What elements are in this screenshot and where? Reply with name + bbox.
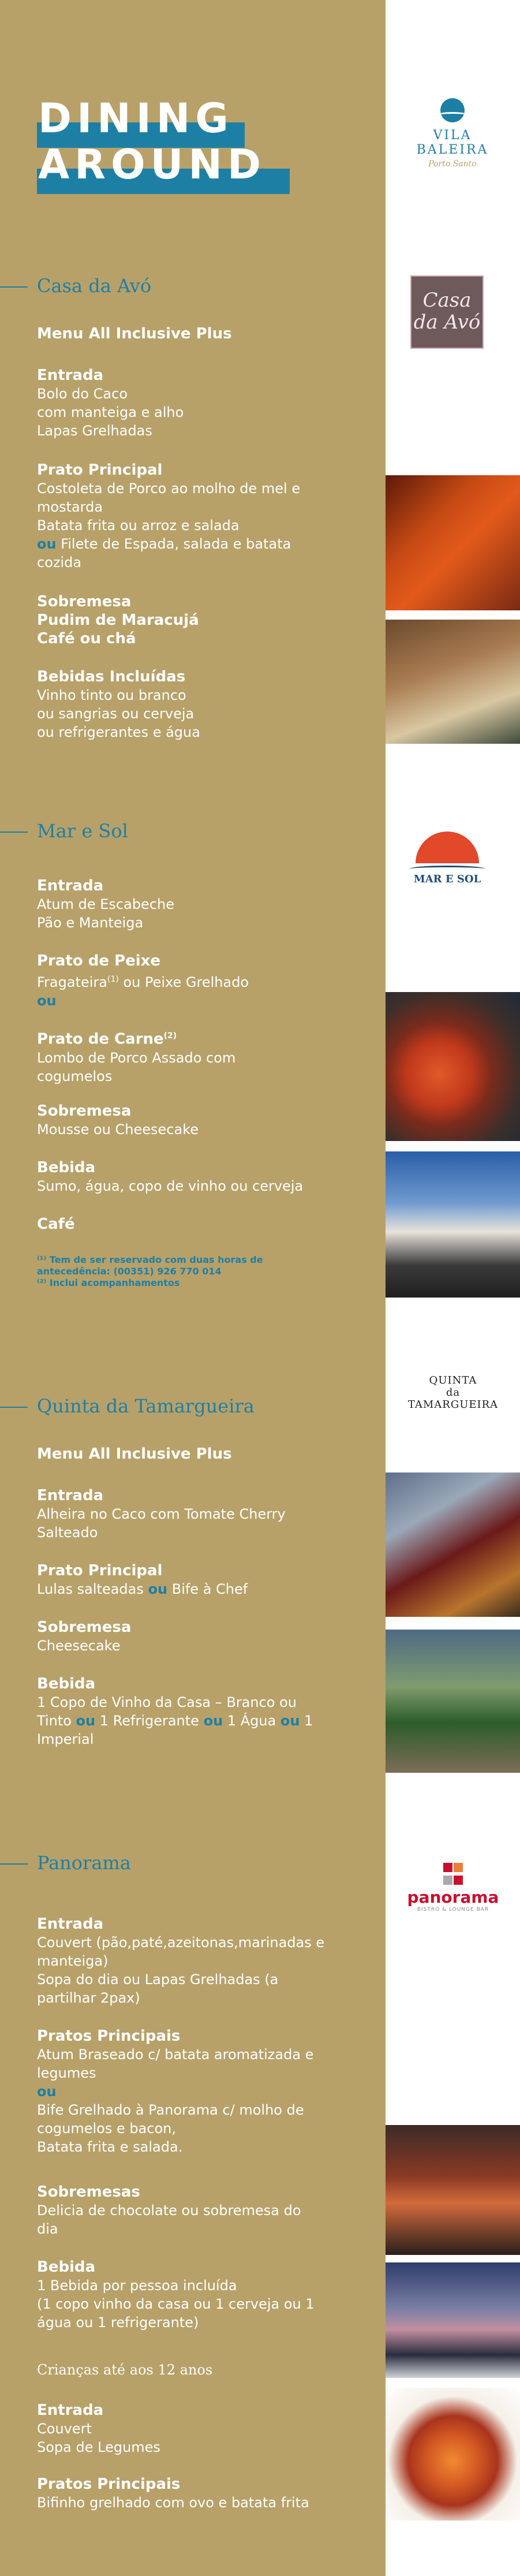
logo-subtitle: BISTRO & LOUNGE BAR [417,1907,489,1913]
quinta-menu-label [37,1445,337,1463]
outdoor-seating-photo [386,1151,520,1298]
menu-item: partilhar 2pax) [37,1990,140,2006]
logo-subtitle: Porto Santo [428,159,477,169]
menu-item [37,1580,337,1598]
menu-item: Mousse ou Cheesecake [37,1121,199,1138]
course-heading: Bebida [37,1159,96,1176]
panorama-bebida [37,2258,337,2332]
logo-subtitle: da TAMARGUEIRA [407,1386,499,1411]
course-heading: Sobremesas [37,2183,140,2201]
marsol-carne [37,1027,337,1086]
course-heading [37,1027,337,1049]
menu-item: Bolo do Caco [37,386,128,402]
quinta-tamargueira-logo [404,1374,502,1411]
or-connector: ou [148,1581,168,1597]
title-line-1: DINING [38,95,234,142]
mar-e-sol-logo [404,832,491,885]
course-heading: Entrada [37,877,104,894]
or-connector: ou [37,993,57,1009]
casa-entrada [37,366,337,440]
menu-item: Salteado [37,1524,98,1541]
logo-name: QUINTA [429,1374,477,1386]
menu-item: Atum Braseado c/ batata aromatizada e [37,2046,314,2063]
quinta-sobremesa [37,1618,337,1655]
panorama-principais [37,2027,337,2156]
menu-item: Sumo, água, copo de vinho ou cerveja [37,1178,304,1194]
octopus-dish-photo [386,2388,520,2521]
section-title-quinta: Quinta da Tamargueira [37,1395,255,1417]
title-line-2: AROUND [38,141,267,188]
menu-heading: Menu All Inclusive Plus [37,325,232,342]
menu-item: com manteiga e alho [37,404,184,420]
or-connector: ou [203,1713,223,1729]
menu-heading: Menu All Inclusive Plus [37,1445,232,1463]
square-icon [443,1863,452,1872]
wave-icon [410,866,485,872]
menu-item [37,535,337,553]
menu-item: Pão e Manteiga [37,915,144,931]
menu-item: mostarda [37,499,103,515]
casa-principal [37,461,337,572]
section-title-mar-e-sol: Mar e Sol [37,820,128,842]
menu-item: Couvert [37,2421,92,2437]
restaurant-interior-photo [386,475,520,610]
section-line [0,832,28,833]
menu-item: Batata frita e salada. [37,2139,183,2155]
menu-item: Imperial [37,1731,94,1747]
menu-item: legumes [37,2065,96,2081]
menu-item: Vinho tinto ou branco [37,687,186,703]
menu-item: Sopa de Legumes [37,2439,160,2455]
casa-bebidas [37,668,337,741]
casa-menu-label [37,325,337,343]
marsol-entrada [37,877,337,932]
course-heading: Pratos Principais [37,2027,181,2045]
garden-terrace-photo [386,1630,520,1773]
menu-item: cozida [37,554,82,571]
quinta-entrada [37,1486,337,1542]
children-heading: Crianças até aos 12 anos [37,2362,213,2378]
terrace-photo [386,620,520,744]
or-connector: ou [280,1713,300,1729]
marsol-cafe [37,1215,337,1233]
panorama-sobremesas [37,2183,337,2238]
course-heading: Bebida [37,2258,96,2276]
menu-item-text: Tinto [37,1713,76,1729]
casa-da-avo-logo: Casa da Avó [410,275,484,349]
menu-item: Café ou chá [37,630,136,647]
square-icon [454,1876,463,1885]
section-line [0,286,28,288]
menu-item: Sopa do dia ou Lapas Grelhadas (a [37,1971,279,1988]
menu-item-text: Bife à Chef [167,1581,248,1597]
dining-room-photo [386,2125,520,2255]
menu-item [37,970,337,991]
menu-item: Lombo de Porco Assado com [37,1049,236,1066]
or-connector: ou [37,2083,57,2100]
quinta-principal [37,1561,337,1598]
marsol-sobremesa [37,1102,337,1139]
sunset-view-photo [386,2262,520,2378]
menu-item-text: Filete de Espada, salada e batata [56,536,291,552]
menu-item: cogumelos e bacon, [37,2120,177,2137]
menu-item-text: Fragateira [37,974,107,990]
course-heading: Sobremesa [37,593,132,610]
course-heading: Entrada [37,1915,104,1933]
menu-item-text: 1 Refrigerante [95,1713,204,1729]
section-line [0,1863,28,1865]
menu-item: 1 Copo de Vinho da Casa – Branco ou [37,1694,297,1710]
section-title-casa: Casa da Avó [37,275,152,297]
menu-item: cogumelos [37,1068,113,1084]
course-heading-text: Prato de Carne [37,1030,164,1048]
or-connector: ou [37,536,57,552]
menu-item: ou sangrias ou cerveja [37,706,194,722]
menu-item-text: ou Peixe Grelhado [118,974,249,990]
menu-item: Bife Grelhado à Panorama c/ molho de [37,2102,304,2118]
section-title-panorama: Panorama [37,1852,131,1874]
logo-name: panorama [407,1888,499,1907]
course-heading: Entrada [37,367,104,384]
menu-item: dia [37,2221,58,2237]
footnote-marker: (1) [107,975,119,984]
panorama-entrada [37,1915,337,2007]
marsol-footnotes [37,1254,337,1289]
seafood-dish-photo [386,992,520,1141]
menu-item: Alheira no Caco com Tomate Cherry [37,1506,286,1522]
menu-item: Couvert (pão,paté,azeitonas,marinadas e [37,1934,325,1951]
footnote-marker: (2) [163,1031,177,1041]
course-heading: Prato Principal [37,461,163,479]
vila-baleira-logo [396,98,509,169]
logo-name: MAR E SOL [413,873,481,885]
course-heading: Sobremesa [37,1102,132,1120]
menu-item: (1 copo vinho da casa ou 1 cerveja ou 1 [37,2296,315,2312]
footnote: ⁽²⁾ Inclui acompanhamentos [37,1277,180,1288]
sun-icon [416,832,479,863]
menu-item: 1 Bebida por pessoa incluída [37,2277,237,2294]
menu-item: Atum de Escabeche [37,896,174,912]
menu-item [37,1712,337,1730]
wave-icon [440,98,465,122]
marsol-bebida [37,1158,337,1195]
course-heading: Sobremesa [37,1619,132,1636]
menu-item: Batata frita ou arroz e salada [37,517,240,534]
menu-item: Pudim de Maracujá [37,612,199,629]
or-connector: ou [76,1713,96,1729]
menu-item-text: 1 [300,1713,313,1729]
menu-item-text: 1 Água [223,1713,280,1729]
square-icon [443,1876,452,1885]
course-heading: Entrada [37,1487,104,1504]
footnote: ⁽¹⁾ Tem de ser reservado com duas horas de [37,1254,263,1265]
menu-item: água ou 1 refrigerante) [37,2314,199,2331]
course-heading: Entrada [37,2402,104,2419]
course-heading: Café [37,1216,75,1233]
menu-item: ou refrigerantes e água [37,724,200,740]
menu-item-text: Lulas salteadas [37,1581,148,1597]
panorama-logo [392,1862,514,1913]
footnote: antecedência: (00351) 926 770 014 [37,1266,222,1277]
panorama-kids-principais [37,2475,337,2512]
course-heading: Prato Principal [37,1562,163,1579]
logo-squares-icon [392,1862,514,1888]
menu-item: Bifinho grelhado com ovo e batata frita [37,2495,309,2511]
casa-sobremesa [37,592,337,648]
menu-item: Delicia de chocolate ou sobremesa do [37,2202,301,2219]
marsol-peixe [37,952,337,1010]
menu-item: Lapas Grelhadas [37,423,152,439]
wine-glass-photo [386,1472,520,1617]
course-heading: Bebidas Incluídas [37,668,186,685]
menu-item: manteiga) [37,1953,109,1969]
quinta-bebida [37,1675,337,1749]
square-icon [454,1863,463,1872]
logo-name: VILA BALEIRA [416,128,489,157]
menu-item: Cheesecake [37,1638,121,1654]
menu-item: Costoleta de Porco ao molho de mel e [37,480,301,497]
course-heading: Bebida [37,1675,96,1693]
panorama-kids-entrada [37,2401,337,2456]
course-heading: Prato de Peixe [37,952,161,970]
section-line [0,1407,28,1408]
course-heading: Pratos Principais [37,2476,181,2493]
